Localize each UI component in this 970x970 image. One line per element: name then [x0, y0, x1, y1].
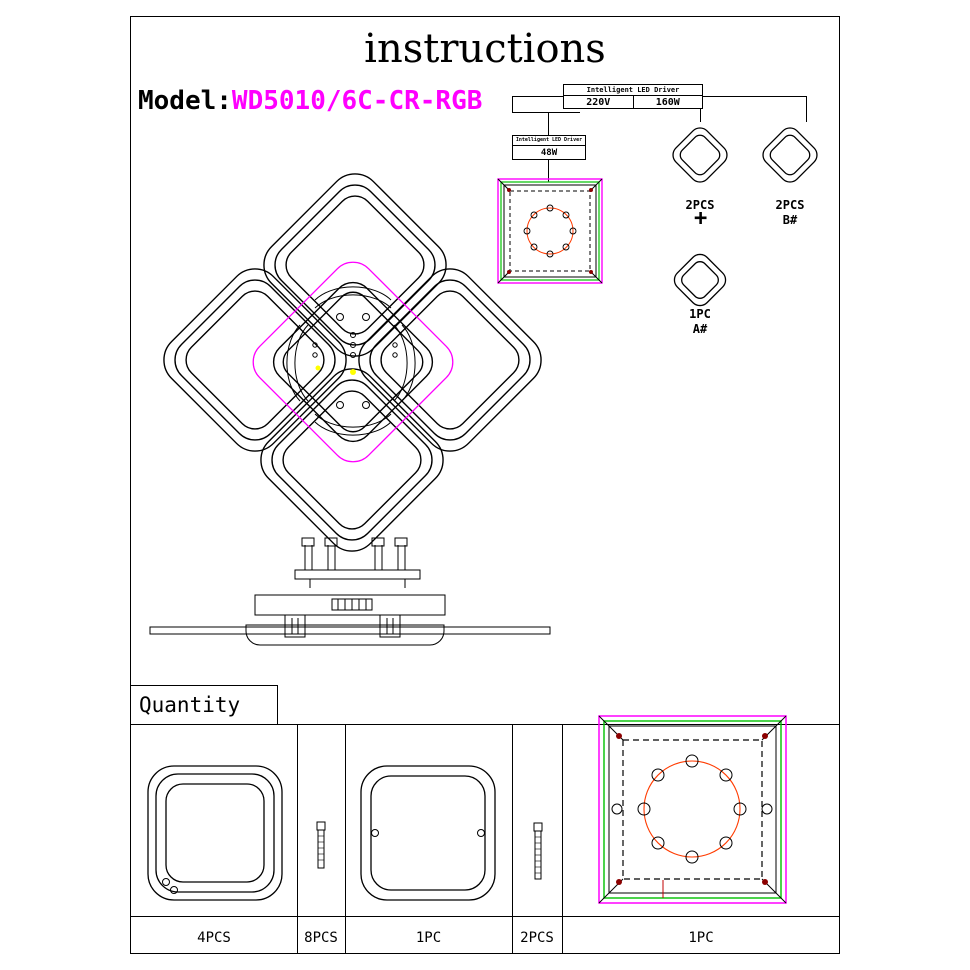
- model-label: Model:: [138, 86, 232, 116]
- wire-right-drop: [806, 96, 807, 122]
- qty-item-square-ring: [140, 758, 290, 908]
- ceiling-plate-small: [495, 176, 605, 286]
- plus-symbol: +: [694, 206, 708, 231]
- qty-item-long-screw: [523, 820, 553, 890]
- part-1-count: 2PCS: [775, 198, 805, 212]
- wire-right-run: [703, 96, 806, 97]
- qty-item-short-screw: [306, 818, 336, 878]
- qty-item-mount-plate: [595, 712, 790, 907]
- wire-left-drop: [512, 96, 513, 112]
- qty-count-1: 8PCS: [304, 930, 338, 946]
- model-row: [138, 86, 482, 116]
- part-2-count: 1PC: [689, 307, 711, 321]
- page-title: instructions: [364, 26, 606, 72]
- part-2-code: A#: [692, 322, 708, 336]
- qty-count-2: 1PC: [415, 930, 442, 946]
- part-2pcs-ring: [665, 120, 735, 190]
- qty-count-4: 1PC: [688, 930, 714, 946]
- quantity-divider-4: [562, 724, 563, 953]
- driver-main-voltage: 220V: [564, 96, 634, 109]
- driver-main-caption: Intelligent LED Driver: [564, 85, 702, 96]
- quantity-divider-3: [512, 724, 513, 953]
- qty-count-3: 2PCS: [520, 930, 554, 946]
- driver-main: [563, 84, 703, 109]
- quantity-label: Quantity: [139, 693, 241, 717]
- qty-item-square-panel: [353, 758, 503, 908]
- model-value: WD5010/6C-CR-RGB: [231, 86, 483, 116]
- driver-sub-power: 48W: [540, 148, 558, 158]
- part-1pc-a: [665, 245, 735, 315]
- wire-left-in: [512, 96, 563, 97]
- part-1-code: B#: [782, 213, 798, 227]
- driver-main-power: 160W: [655, 97, 680, 108]
- part-0-count: 2PCS: [685, 198, 715, 212]
- qty-count-0: 4PCS: [197, 930, 231, 946]
- driver-sub-caption: Intelligent LED Driver: [513, 136, 585, 146]
- wire-midright-stub: [700, 108, 703, 109]
- part-2pcs-b: [755, 120, 825, 190]
- quantity-tab: [130, 685, 278, 725]
- quantity-divider-1: [297, 724, 298, 953]
- quantity-bottom-rule: [130, 916, 840, 917]
- wire-left-run: [512, 112, 580, 113]
- wire-to-sub-driver: [548, 112, 549, 135]
- quantity-divider-2: [345, 724, 346, 953]
